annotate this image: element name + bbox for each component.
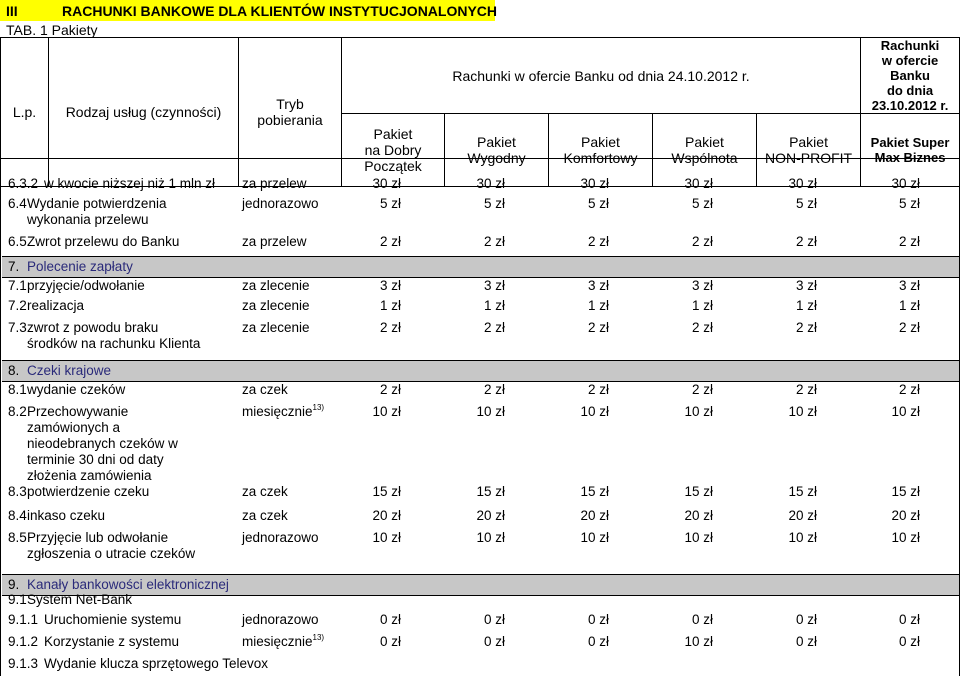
row-number: 7.2 xyxy=(8,298,27,313)
fee-value: 2 zł xyxy=(898,234,920,249)
table-row xyxy=(2,404,959,482)
fee-value: 5 zł xyxy=(379,196,401,211)
fee-value: 15 zł xyxy=(891,484,920,499)
row-number: 8.3 xyxy=(8,484,27,499)
table-row xyxy=(2,278,959,298)
row-number: 8.1 xyxy=(8,382,27,397)
fee-value: 10 zł xyxy=(580,404,609,419)
fee-value: 15 zł xyxy=(684,484,713,499)
table-row xyxy=(2,298,959,318)
table-row xyxy=(2,176,959,196)
fee-value: 2 zł xyxy=(795,320,817,335)
row-description xyxy=(27,382,125,398)
row-tryb: za zlecenie xyxy=(242,278,310,293)
row-number: 7. xyxy=(8,259,20,274)
row-description xyxy=(27,298,84,314)
row-description-line: Uruchomienie systemu xyxy=(44,612,182,627)
row-description xyxy=(27,484,149,500)
fee-value: 1 zł xyxy=(379,298,401,313)
fee-value: 2 zł xyxy=(795,234,817,249)
section-roman-numeral: III xyxy=(6,3,18,19)
fee-value: 1 zł xyxy=(691,298,713,313)
header-pakiet-line: Pakiet xyxy=(789,134,828,150)
fee-value: 10 zł xyxy=(891,404,920,419)
fee-value: 20 zł xyxy=(372,508,401,523)
header-pakiet-line: Pakiet xyxy=(373,126,413,142)
fee-value: 1 zł xyxy=(483,298,505,313)
fee-value: 5 zł xyxy=(691,196,713,211)
row-description-line: Korzystanie z systemu xyxy=(44,634,180,649)
fee-value: 15 zł xyxy=(788,484,817,499)
row-description xyxy=(27,278,145,294)
row-number: 8.5 xyxy=(8,530,27,545)
fee-value: 10 zł xyxy=(684,530,713,545)
fee-value: 30 zł xyxy=(476,176,505,191)
fee-value: 2 zł xyxy=(379,382,401,397)
fee-value: 20 zł xyxy=(580,508,609,523)
header-pakiet-line: NON-PROFIT xyxy=(764,150,853,166)
fee-value: 10 zł xyxy=(476,530,505,545)
header-last-group xyxy=(861,38,960,114)
fee-value: 0 zł xyxy=(587,612,609,627)
fee-value: 2 zł xyxy=(691,320,713,335)
fee-value: 2 zł xyxy=(587,234,609,249)
row-description xyxy=(44,612,181,628)
fee-value: 10 zł xyxy=(684,404,713,419)
row-description-line: terminie 30 dni od daty xyxy=(27,452,164,467)
fee-value: 10 zł xyxy=(580,530,609,545)
fee-value: 30 zł xyxy=(580,176,609,191)
header-last-group-line: Rachunki xyxy=(880,38,940,53)
row-description-line: nieodebranych czeków w xyxy=(27,436,178,451)
header-group-title: Rachunki w ofercie Banku od dnia 24.10.2012 r. xyxy=(342,38,861,114)
row-tryb: za czek xyxy=(242,508,288,523)
fee-value: 10 zł xyxy=(684,634,713,649)
header-pakiet-line: Max Biznes xyxy=(874,150,946,165)
fee-value: 2 zł xyxy=(691,382,713,397)
row-tryb: miesięcznie$^{13)}$ xyxy=(242,633,325,649)
fee-value: 30 zł xyxy=(684,176,713,191)
row-description-line: inkaso czeku xyxy=(27,508,106,523)
fee-value: 1 zł xyxy=(898,298,920,313)
row-description-line: Wydanie klucza sprzętowego Televox xyxy=(44,656,268,671)
header-pakiet-line: Wspólnota xyxy=(671,150,738,166)
table-row xyxy=(2,634,959,654)
fee-value: 10 zł xyxy=(788,404,817,419)
table-body xyxy=(0,168,960,676)
row-description-line: Wydanie potwierdzenia xyxy=(27,196,167,211)
row-description-line: Przyjęcie lub odwołanie xyxy=(27,530,169,545)
header-lp: L.p. xyxy=(1,38,49,187)
fee-value: 2 zł xyxy=(691,234,713,249)
table-row xyxy=(2,196,959,232)
row-tryb: jednorazowo xyxy=(242,612,319,627)
fee-value: 0 zł xyxy=(483,634,505,649)
row-description-line: zwrot z powodu braku xyxy=(27,320,159,335)
row-description-line: zamówionych a xyxy=(27,420,121,435)
fee-value: 2 zł xyxy=(587,320,609,335)
row-description xyxy=(27,234,179,250)
table-row xyxy=(2,234,959,254)
row-description xyxy=(27,530,195,562)
fee-value: 2 zł xyxy=(898,382,920,397)
fee-value: 2 zł xyxy=(379,320,401,335)
fee-value: 20 zł xyxy=(476,508,505,523)
row-number: 9. xyxy=(8,577,20,592)
fee-value: 2 zł xyxy=(587,382,609,397)
row-description-line: wykonania przelewu xyxy=(27,212,149,227)
row-tryb: jednorazowo xyxy=(242,530,319,545)
row-description xyxy=(27,259,133,275)
fee-value: 10 zł xyxy=(891,530,920,545)
header-last-group-line: w ofercie Banku xyxy=(881,53,939,83)
fee-value: 2 zł xyxy=(483,382,505,397)
row-tryb: jednorazowo xyxy=(242,196,319,211)
fee-value: 0 zł xyxy=(483,612,505,627)
title-bar xyxy=(0,0,498,21)
table-row xyxy=(2,592,959,612)
row-number: 9.1 xyxy=(8,592,27,607)
row-description-line: realizacja xyxy=(27,298,85,313)
row-number: 7.3 xyxy=(8,320,27,335)
fee-value: 30 zł xyxy=(372,176,401,191)
row-description xyxy=(44,634,179,650)
table-row xyxy=(2,320,959,356)
row-description xyxy=(27,320,200,352)
row-number: 6.3.2 xyxy=(8,176,39,191)
header-tryb xyxy=(239,38,342,187)
row-description xyxy=(27,592,132,608)
fee-value: 5 zł xyxy=(587,196,609,211)
header-last-group-line: do dnia xyxy=(886,83,934,98)
fee-value: 10 zł xyxy=(372,404,401,419)
row-description-line: Czeki krajowe xyxy=(27,363,112,378)
fee-value: 20 zł xyxy=(788,508,817,523)
row-description xyxy=(27,196,166,228)
fee-value: 0 zł xyxy=(898,612,920,627)
header-pakiet-line: na Dobry xyxy=(364,142,422,158)
fee-value: 1 zł xyxy=(587,298,609,313)
header-pakiet-line: Komfortowy xyxy=(563,150,638,166)
row-description xyxy=(27,404,178,484)
row-number: 8. xyxy=(8,363,20,378)
row-number: 8.2 xyxy=(8,404,27,419)
table-row xyxy=(2,382,959,402)
row-number: 9.1.3 xyxy=(8,656,39,671)
fee-value: 15 zł xyxy=(372,484,401,499)
header-tryb-line: pobierania xyxy=(257,112,323,128)
row-description-line: w kwocie niższej niż 1 mln zł xyxy=(44,176,216,191)
row-description xyxy=(27,363,111,379)
row-description-line: Zwrot przelewu do Banku xyxy=(27,234,180,249)
fee-value: 5 zł xyxy=(483,196,505,211)
header-pakiet-line: Pakiet xyxy=(477,134,516,150)
fee-value: 2 zł xyxy=(483,234,505,249)
fee-value: 0 zł xyxy=(795,634,817,649)
header-pakiet-line: Pakiet Super xyxy=(870,135,950,150)
row-tryb: za zlecenie xyxy=(242,298,310,313)
row-description-line: Polecenie zapłaty xyxy=(27,259,133,274)
row-tryb: za przelew xyxy=(242,176,307,191)
document-title: RACHUNKI BANKOWE DLA KLIENTÓW INSTYTUCJONALONYCH xyxy=(62,3,498,19)
table-row xyxy=(2,530,959,566)
fee-value: 0 zł xyxy=(691,612,713,627)
row-description xyxy=(27,508,105,524)
fee-value: 10 zł xyxy=(372,530,401,545)
fee-value: 3 zł xyxy=(795,278,817,293)
row-tryb: za czek xyxy=(242,484,288,499)
fee-value: 2 zł xyxy=(795,382,817,397)
row-tryb: za przelew xyxy=(242,234,307,249)
fee-value: 0 zł xyxy=(795,612,817,627)
row-description-line: zgłoszenia o utracie czeków xyxy=(27,546,196,561)
fee-value: 10 zł xyxy=(788,530,817,545)
fee-value: 15 zł xyxy=(580,484,609,499)
header-rodzaj: Rodzaj usług (czynności) xyxy=(49,38,239,187)
row-description-line: wydanie czeków xyxy=(27,382,126,397)
row-number: 6.5 xyxy=(8,234,27,249)
row-description-line: Przechowywanie xyxy=(27,404,129,419)
header-pakiet-line: Początek xyxy=(364,158,422,174)
header-pakiet-line: Pakiet xyxy=(685,134,724,150)
table-subtitle: TAB. 1 Pakiety xyxy=(6,22,98,38)
fee-value: 0 zł xyxy=(587,634,609,649)
fee-value: 3 zł xyxy=(379,278,401,293)
fee-value: 3 zł xyxy=(898,278,920,293)
row-description xyxy=(44,176,215,192)
row-tryb: za czek xyxy=(242,382,288,397)
fee-value: 30 zł xyxy=(788,176,817,191)
fee-value: 2 zł xyxy=(379,234,401,249)
row-description xyxy=(27,577,229,593)
footnote-marker: 13) xyxy=(312,633,325,642)
row-description-line: potwierdzenie czeku xyxy=(27,484,150,499)
header-pakiet-line: Wygodny xyxy=(467,150,526,166)
row-number: 9.1.1 xyxy=(8,612,39,627)
fee-value: 20 zł xyxy=(891,508,920,523)
fee-value: 3 zł xyxy=(587,278,609,293)
row-description xyxy=(44,656,268,672)
table-row xyxy=(2,656,959,676)
row-number: 9.1.2 xyxy=(8,634,39,649)
fee-value: 5 zł xyxy=(795,196,817,211)
section-row xyxy=(2,256,959,278)
row-description-line: System Net-Bank xyxy=(27,592,133,607)
fee-value: 3 zł xyxy=(691,278,713,293)
fee-value: 20 zł xyxy=(684,508,713,523)
fee-value: 2 zł xyxy=(483,320,505,335)
row-description-line: środków na rachunku Klienta xyxy=(27,336,201,351)
row-description-line: złożenia zamówienia xyxy=(27,468,152,483)
section-row xyxy=(2,360,959,382)
row-number: 7.1 xyxy=(8,278,27,293)
fee-value: 15 zł xyxy=(476,484,505,499)
row-description-line: przyjęcie/odwołanie xyxy=(27,278,145,293)
header-tryb-line: Tryb xyxy=(276,96,304,112)
table-row xyxy=(2,612,959,632)
fee-value: 5 zł xyxy=(898,196,920,211)
fee-value: 2 zł xyxy=(898,320,920,335)
fee-value: 0 zł xyxy=(898,634,920,649)
fee-value: 1 zł xyxy=(795,298,817,313)
fee-value: 0 zł xyxy=(379,612,401,627)
fee-value: 30 zł xyxy=(891,176,920,191)
row-tryb: miesięcznie$^{13)}$ xyxy=(242,403,325,419)
fee-value: 10 zł xyxy=(476,404,505,419)
header-pakiet-line: Pakiet xyxy=(581,134,620,150)
table-header xyxy=(0,37,960,187)
row-description-line: Kanały bankowości elektronicznej xyxy=(27,577,229,592)
fee-value: 3 zł xyxy=(483,278,505,293)
table-row xyxy=(2,484,959,504)
row-number: 8.4 xyxy=(8,508,27,523)
row-number: 6.4 xyxy=(8,196,27,211)
header-divider xyxy=(0,158,959,159)
row-tryb: za zlecenie xyxy=(242,320,310,335)
fee-value: 0 zł xyxy=(379,634,401,649)
footnote-marker: 13) xyxy=(312,403,325,412)
table-row xyxy=(2,508,959,528)
header-last-group-line: 23.10.2012 r. xyxy=(871,98,949,113)
